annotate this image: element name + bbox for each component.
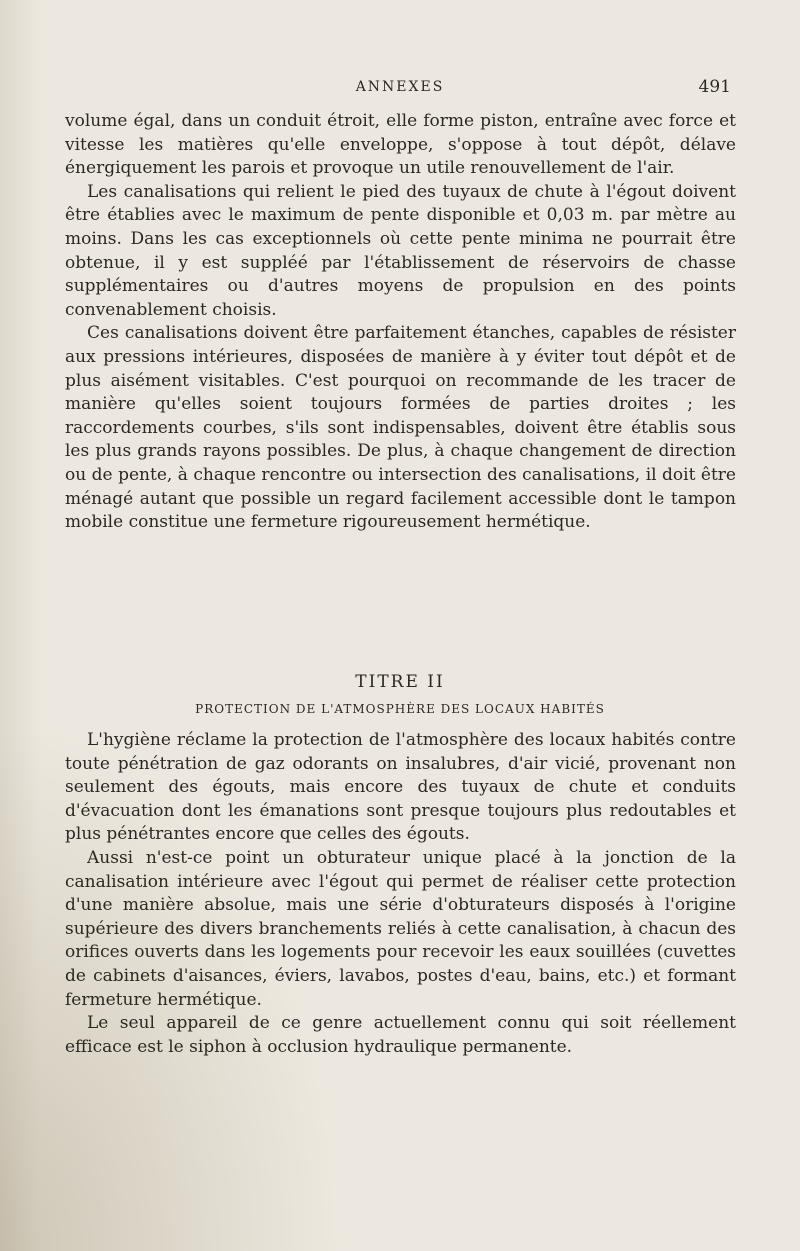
text-block-protection xyxy=(65,729,736,1059)
paragraph: L'hygiène réclame la protection de l'atmosphère des locaux habités contre toute pénétration de gaz odorants on insalubres, d'air vicié, provenant non seulement des égouts, mais encore des tuyaux de chute et conduits d'évacuation dont les émanations sont presque toujours plus redoutables et plus pénétrantes encore que celles des égouts. xyxy=(65,730,736,845)
paragraph: Le seul appareil de ce genre actuellement connu qui soit réellement efficace est le siphon à occlusion hydraulique permanente. xyxy=(65,1013,736,1057)
section-title: TITRE II xyxy=(355,672,445,692)
paragraph: volume égal, dans un conduit étroit, elle forme piston, entraîne avec force et vitesse les matières qu'elle enveloppe, s'oppose à tout dépôt, délave énergiquement les parois et provoque un utile renouvellement de l'air. xyxy=(65,111,736,179)
paragraph: Ces canalisations doivent être parfaitement étanches, capables de résister aux pressions intérieures, disposées de manière à y éviter tout dépôt et de plus aisément visitables. C'est pourquoi on recommande de les tracer de manière qu'elles soient toujours formées de parties droites ; les raccordements courbes, s'ils sont indispensables, doivent être établis sous les plus grands rayons possibles. De plus, à chaque changement de direction ou de pente, à chaque rencontre ou intersection des canalisations, il doit être ménagé autant que possible un regard facilement accessible dont le tampon mobile constitue une fermeture rigoureusement hermétique. xyxy=(65,323,736,533)
paragraph: Les canalisations qui relient le pied des tuyaux de chute à l'égout doivent être établies avec le maximum de pente disponible et 0,03 m. par mètre au moins. Dans les cas exceptionnels où cette pente minima ne pourrait être obtenue, il y est suppléé par l'établissement de réservoirs de chasse supplémentaires ou d'autres moyens de propulsion en des points convenablement choisis. xyxy=(65,181,736,320)
running-title: ANNEXES xyxy=(355,79,445,95)
running-head xyxy=(0,77,800,101)
paragraph: Aussi n'est-ce point un obturateur unique placé à la jonction de la canalisation intérieure avec l'égout qui permet de réaliser cette protection d'une manière absolue, mais une série d'obturateurs disposés à l'origine supérieure des divers branchements reliés à cette canalisation, à chacun des orifices ouverts dans les logements pour recevoir les eaux souillées (cuvettes de cabinets d'aisances, éviers, lavabos, postes d'eau, bains, etc.) et formant fermeture hermétique. xyxy=(65,847,736,1010)
section-subtitle: PROTECTION DE L'ATMOSPHÈRE DES LOCAUX HABITÉS xyxy=(195,702,605,716)
page-number: 491 xyxy=(698,77,731,97)
text-block-drainage xyxy=(65,110,736,535)
